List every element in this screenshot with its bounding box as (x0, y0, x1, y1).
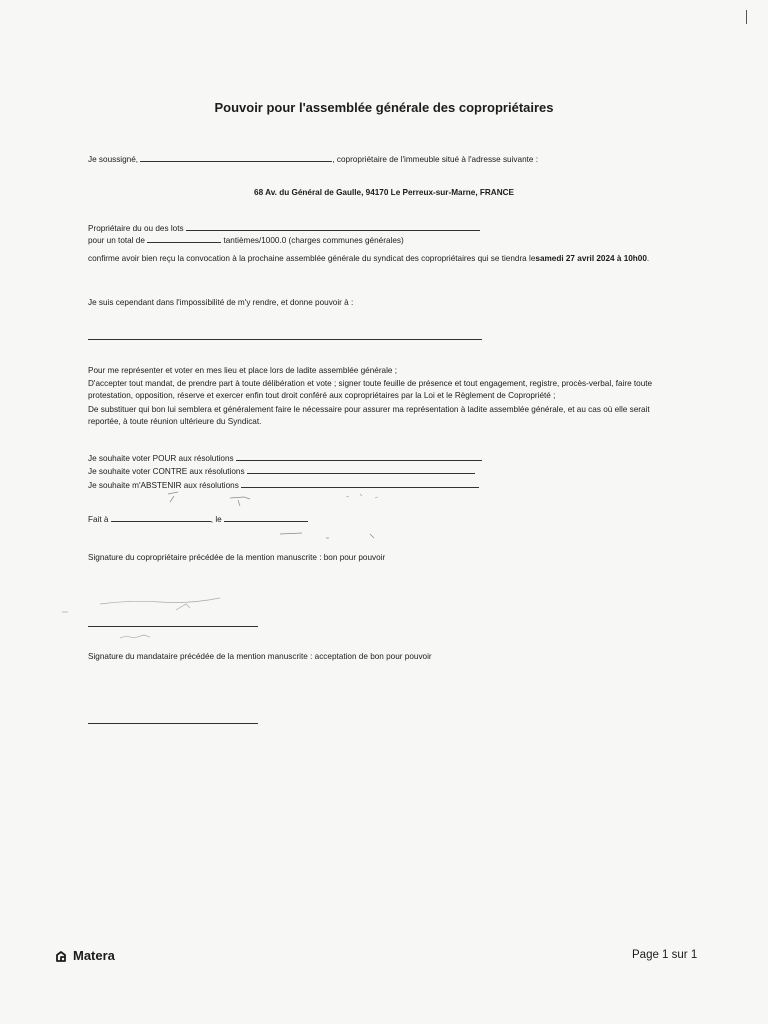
intro-suffix: , copropriétaire de l'immeuble situé à l'adresse suivante : (332, 155, 539, 164)
faint-signature-marks (60, 590, 260, 650)
place-blank[interactable] (111, 513, 211, 522)
total-line (88, 234, 404, 246)
place-date-line (88, 513, 308, 525)
vote-contre-blank[interactable] (247, 465, 475, 474)
owner-name-blank[interactable] (140, 153, 332, 162)
vote-pour-label: Je souhaite voter POUR aux résolutions (88, 454, 234, 463)
owner-signature-label: Signature du copropriétaire précédée de la mention manuscrite : bon pour pouvoir (88, 553, 386, 562)
proxy-signature-label: Signature du mandataire précédée de la mention manuscrite : acceptation de bon pour pouvoir (88, 652, 432, 661)
scan-edge-mark (746, 10, 747, 24)
le-label: , le (210, 515, 222, 524)
mandate-p1: Pour me représenter et voter en mes lieu et place lors de ladite assemblée générale ; (88, 366, 398, 375)
proxy-name-blank[interactable] (88, 339, 482, 340)
lots-owner-label: Propriétaire du ou des lots (88, 224, 184, 233)
meeting-date: samedi 27 avril 2024 à 10h00 (535, 254, 647, 263)
total-prefix: pour un total de (88, 236, 145, 245)
page-number: Page 1 sur 1 (632, 949, 698, 961)
mandate-p2: D'accepter tout mandat, de prendre part à toute délibération et vote ; signer toute feuille de présence et tout engagement, registre, procès-verbal, faire toute protestation, opposition, réserve et exercer enfin tout droit conféré aux copropriétaires par la Loi et le Règlement de Copropriété ; (88, 379, 653, 400)
vote-abstenir-blank[interactable] (241, 479, 479, 488)
matera-logo-text: Matera (73, 948, 115, 963)
convocation-paragraph (88, 253, 668, 265)
intro-line (88, 153, 538, 165)
vote-contre-line (88, 465, 475, 477)
fait-label: Fait à (88, 515, 109, 524)
intro-prefix: Je soussigné, (88, 155, 139, 164)
vote-pour-line (88, 452, 482, 464)
document-title: Pouvoir pour l'assemblée générale des copropriétaires (214, 100, 554, 115)
total-suffix: tantièmes/1000.0 (charges communes générales) (223, 236, 404, 245)
lots-blank[interactable] (186, 222, 480, 231)
convocation-end: . (646, 254, 650, 263)
lots-line (88, 222, 480, 234)
convocation-text: confirme avoir bien reçu la convocation à la prochaine assemblée générale du syndicat des copropriétaires qui se tiendra le (88, 254, 536, 263)
vote-contre-label: Je souhaite voter CONTRE aux résolutions (88, 467, 245, 476)
matera-logo-icon (56, 950, 70, 962)
owner-signature-blank[interactable] (88, 626, 258, 627)
proxy-signature-blank[interactable] (88, 723, 258, 724)
date-blank[interactable] (224, 513, 308, 522)
vote-abstenir-label: Je souhaite m'ABSTENIR aux résolutions (88, 481, 239, 490)
impossibility-text: Je suis cependant dans l'impossibilité de m'y rendre, et donne pouvoir à : (88, 298, 354, 307)
vote-pour-blank[interactable] (236, 452, 482, 461)
mandate-p3: De substituer qui bon lui semblera et généralement faire le nécessaire pour assurer ma représentation à ladite assemblée générale, et au cas où elle serait reportée, à toute réunion ultérieure du Syndicat. (88, 405, 650, 426)
tantiemes-blank[interactable] (147, 234, 221, 243)
building-address: 68 Av. du Général de Gaulle, 94170 Le Perreux-sur-Marne, FRANCE (254, 188, 514, 197)
matera-logo (56, 948, 115, 963)
